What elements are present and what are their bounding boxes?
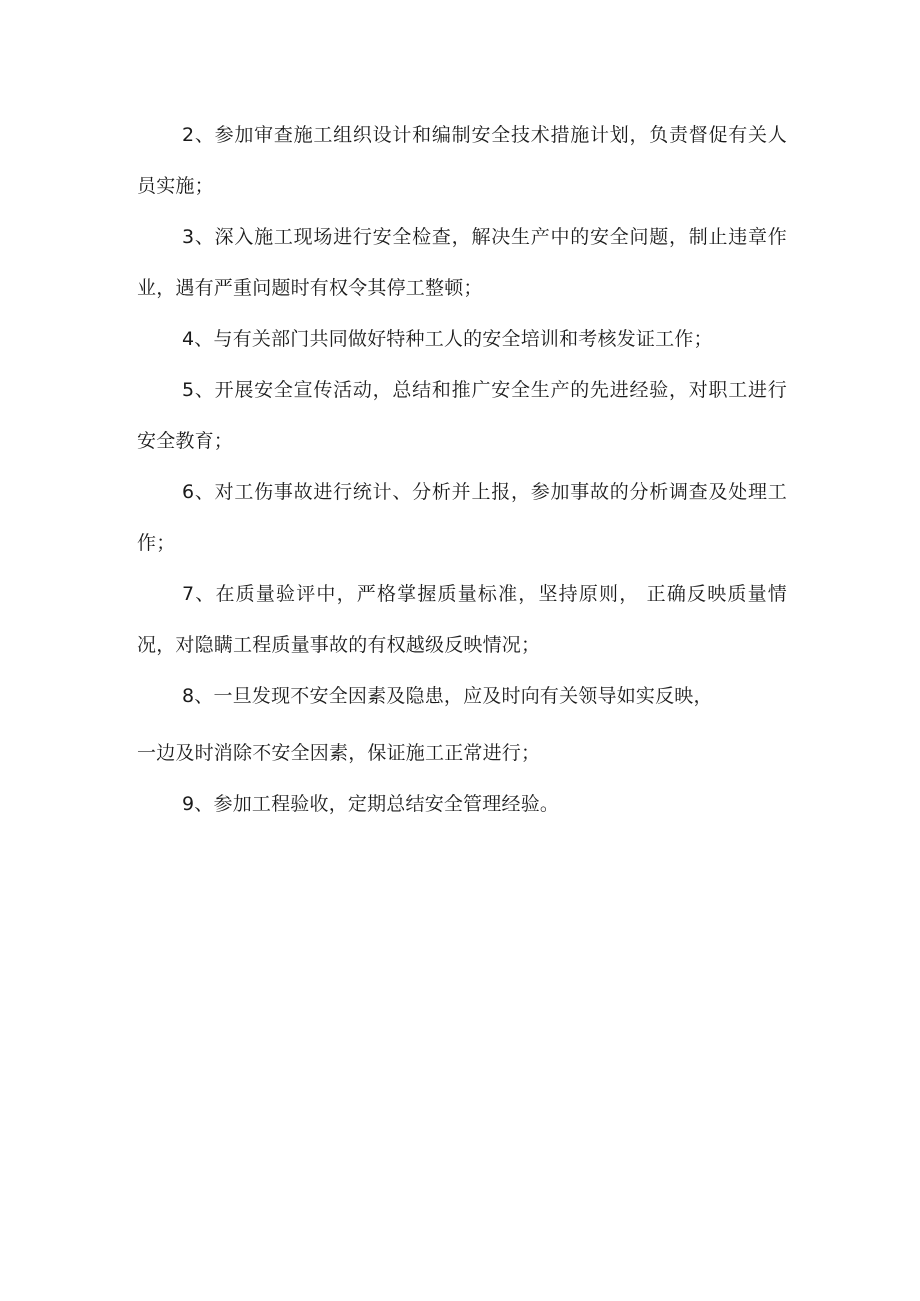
paragraph-item-9: 9、参加工程验收，定期总结安全管理经验。	[182, 793, 560, 815]
paragraph-item-3: 3、深入施工现场进行安全检查，解决生产中的安全问题，制止违章作业，遇有严重问题时有权令其停工整顿；	[137, 226, 787, 299]
paragraph-item-7: 7、在质量验评中，严格掌握质量标准，坚持原则， 正确反映质量情况，对隐瞒工程质量事故的有权越级反映情况；	[137, 583, 787, 656]
paragraph-item-4: 4、与有关部门共同做好特种工人的安全培训和考核发证工作；	[182, 328, 713, 350]
paragraph-item-8: 8、一旦发现不安全因素及隐患，应及时向有关领导如实反映，	[182, 685, 713, 707]
paragraph-item-5: 5、开展安全宣传活动，总结和推广安全生产的先进经验，对职工进行安全教育；	[137, 379, 787, 452]
paragraph-continuation-8: 一边及时消除不安全因素，保证施工正常进行；	[137, 742, 541, 764]
paragraph-item-2: 2、参加审查施工组织设计和编制安全技术措施计划，负责督促有关人员实施；	[137, 124, 787, 197]
paragraph-item-6: 6、对工伤事故进行统计、分析并上报，参加事故的分析调查及处理工作；	[137, 481, 787, 554]
document-body	[137, 110, 787, 830]
